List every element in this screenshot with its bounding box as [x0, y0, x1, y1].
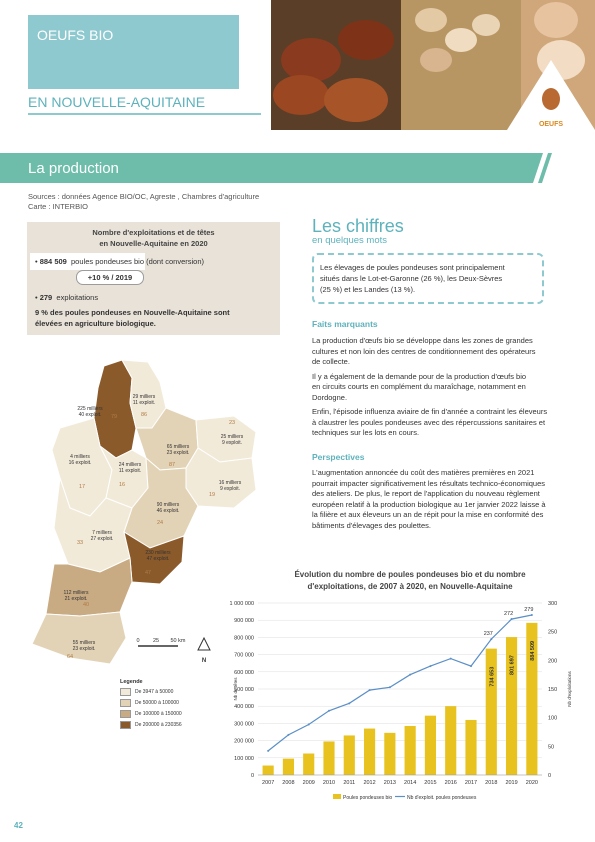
- paragraph-line: de collecte.: [312, 357, 350, 366]
- quote-text: [320, 262, 534, 295]
- x-tick-label: 2014: [404, 780, 417, 786]
- map-dept-code: 17: [78, 484, 86, 490]
- hens-and-eggs-photo: [271, 0, 595, 130]
- map-dept-code: 16: [118, 482, 126, 488]
- line-point: [511, 618, 513, 620]
- perspectives-heading: Perspectives: [312, 452, 365, 462]
- bar-data-label: 801 697: [509, 655, 516, 676]
- line-point: [287, 734, 289, 736]
- header-title: OEUFS BIO: [37, 27, 114, 43]
- map-dept-code: 79: [110, 414, 118, 420]
- x-tick-label: 2019: [505, 780, 518, 786]
- map-dept-label: 11 exploit.: [132, 400, 156, 406]
- paragraph-line: européen relatif à la production biologique au 1er janvier 2022 laisse à: [312, 499, 546, 509]
- y2-tick-label: 100: [548, 715, 558, 722]
- sources-note: [28, 192, 259, 212]
- map-dept-label: 90 milliers: [156, 502, 180, 508]
- line-data-label: 237: [483, 631, 493, 638]
- map-legend-item: [120, 688, 182, 696]
- paragraph-line: en circuits courts en complément du maraîchage, notamment en: [312, 382, 526, 391]
- map-dept-label: 29 milliers: [132, 394, 156, 400]
- y2-tick-label: 50: [548, 744, 555, 751]
- paragraph-line: la filière et aux éleveurs un an de répit pour la mise en conformité des: [312, 510, 544, 519]
- y-tick-label: 300 000: [234, 721, 254, 728]
- map-dept-label: 24 milliers: [118, 462, 142, 468]
- chiffres-title: Les chiffres: [312, 216, 404, 236]
- paragraph-line: cultures et non loin des centres de conditionnement des opérateurs: [312, 346, 536, 356]
- farms-label: exploitations: [56, 293, 99, 302]
- line-point: [369, 689, 371, 691]
- header-underline: [28, 113, 261, 115]
- hens-label: poules pondeuses bio (dont conversion): [71, 257, 205, 266]
- line-point: [308, 724, 310, 726]
- y-tick-label: 600 000: [234, 669, 254, 676]
- line-point: [470, 665, 472, 667]
- legend-label: De 50000 à 100000: [135, 700, 179, 706]
- y-tick-label: 900 000: [234, 618, 254, 625]
- quote-line: situés dans le Lot-et-Garonne (26 %), les Deux-Sèvres: [320, 274, 503, 283]
- sources-text: Sources : données Agence BIO/OC, Agreste , Chambres d'agriculture: [28, 192, 260, 201]
- legend-swatch: [120, 721, 131, 729]
- bar-data-label: 884 509: [529, 640, 536, 661]
- legend-swatch: [120, 688, 131, 696]
- svg-text:N: N: [201, 658, 207, 664]
- x-tick-label: 2020: [525, 780, 538, 786]
- map-dept-label: 4 milliers: [70, 454, 90, 460]
- map-dept-label: 25 milliers: [220, 434, 244, 440]
- y-tick-label: 200 000: [234, 738, 254, 745]
- x-tick-label: 2010: [322, 780, 336, 786]
- legend-line-label: Nb d'exploit. poules pondeuses: [407, 795, 477, 801]
- svg-text:50 km: 50 km: [170, 638, 186, 644]
- line-data-label: 272: [503, 611, 514, 618]
- map-dept-label: 27 exploit.: [90, 536, 114, 542]
- y2-tick-label: 250: [548, 629, 558, 636]
- map-dept-label: 7 milliers: [92, 530, 112, 536]
- paragraph-line: L'augmentation annoncée du coût des matières premières en 2021: [312, 468, 535, 477]
- x-tick-label: 2013: [383, 780, 396, 786]
- farms-figure: [35, 293, 98, 302]
- y-tick-label: 100 000: [234, 755, 254, 762]
- share-line1: 9 % des poules pondeuses en Nouvelle-Aquitaine sont: [35, 308, 230, 317]
- y2-tick-label: 150: [548, 687, 558, 693]
- map-credit: Carte : INTERBIO: [28, 202, 89, 211]
- x-tick-label: 2007: [262, 780, 275, 786]
- map-dept-label: 9 exploit.: [219, 486, 241, 492]
- map-dept-label: 112 milliers: [63, 590, 89, 596]
- bar: [364, 729, 375, 775]
- map-legend-item: [120, 699, 182, 707]
- y-axis-label: Nb de têtes: [233, 677, 238, 701]
- paragraph-line: Dordogne.: [312, 392, 348, 402]
- line-point: [490, 638, 492, 640]
- bar: [344, 735, 355, 775]
- x-tick-label: 2012: [363, 780, 376, 786]
- x-tick-label: 2015: [424, 780, 437, 786]
- x-tick-label: 2011: [343, 780, 356, 786]
- chart-title-line2: d'exploitations, de 2007 à 2020, en Nouvelle-Aquitaine: [307, 582, 513, 591]
- chart-title: [250, 569, 570, 593]
- key-figures-title-line2: en Nouvelle-Aquitaine en 2020: [99, 239, 208, 248]
- line-point: [450, 658, 452, 660]
- svg-text:0: 0: [136, 638, 140, 644]
- line-data-label: 279: [524, 607, 534, 614]
- map-dept-label: 55 milliers: [72, 640, 96, 646]
- y2-tick-label: 200: [548, 658, 558, 665]
- map-dept-label: 230 milliers: [145, 550, 171, 556]
- map-dept-code: 19: [208, 492, 216, 498]
- legend-label: De 200000 à 230356: [135, 722, 182, 728]
- faits-marquants-heading: Faits marquants: [312, 319, 378, 329]
- map-dept-label: 23 exploit.: [72, 646, 96, 652]
- paragraph-line: des ateliers. De plus, le report de l'application du nouveau règlement: [312, 489, 540, 498]
- legend-label: De 100000 à 150000: [135, 711, 182, 717]
- bar: [425, 716, 436, 775]
- map-legend-item: [120, 721, 182, 729]
- farms-value: 279: [39, 293, 53, 302]
- map-dept-code: 87: [168, 462, 176, 468]
- share-statement: [35, 307, 230, 329]
- line-point: [348, 702, 350, 704]
- map-dept-code: 47: [144, 570, 152, 576]
- x-tick-label: 2017: [464, 780, 478, 786]
- y2-tick-label: 0: [548, 773, 552, 779]
- line-point: [531, 614, 533, 616]
- x-tick-label: 2016: [444, 780, 457, 786]
- legend-swatch: [120, 710, 131, 718]
- quote-line: (25 %) et les Landes (13 %).: [320, 285, 416, 294]
- line-point: [389, 686, 391, 688]
- paragraph-line: bâtiments d'élevages des poulettes.: [312, 520, 432, 530]
- bar-data-label: 734 653: [489, 666, 496, 687]
- section-title: La production: [28, 160, 119, 177]
- map-dept-label: 16 milliers: [218, 480, 242, 486]
- share-line2: élevées en agriculture biologique.: [35, 319, 156, 328]
- map-dept-label: 11 exploit.: [118, 468, 142, 474]
- paragraph-line: techniques sur les lots en cours.: [312, 428, 420, 437]
- line-point: [328, 710, 330, 712]
- map-dept-code: 40: [82, 602, 90, 608]
- bullet-icon: •: [35, 257, 40, 266]
- paragraph-line: à claustrer les poules pondeuses avec des répercussions sanitaires et: [312, 417, 546, 427]
- map-dept-code: 64: [66, 654, 74, 660]
- y2-axis-label: Nb d'exploitations: [567, 671, 572, 707]
- map-dept-label: 21 exploit.: [64, 596, 88, 602]
- bar: [263, 766, 274, 775]
- page-number: 42: [14, 821, 23, 830]
- north-arrow-icon: [198, 638, 210, 664]
- map-legend-item: [120, 710, 182, 718]
- hens-growth-badge: +10 % / 2019: [76, 270, 144, 285]
- legend-bar-label: Poules pondeuses bio: [343, 795, 393, 801]
- legend-bar-swatch: [333, 794, 341, 799]
- bullet-icon: •: [35, 293, 40, 302]
- map-dept-label: 9 exploit.: [221, 440, 243, 446]
- key-figures-title-line1: Nombre d'exploitations et de têtes: [92, 228, 215, 237]
- line-point: [267, 750, 269, 752]
- map-dept-label: 16 exploit.: [68, 460, 92, 466]
- map-dept-label: 225 milliers: [77, 406, 103, 412]
- x-tick-label: 2009: [302, 780, 315, 786]
- map-dept-label: 46 exploit.: [156, 508, 180, 514]
- perspectives-text: [312, 468, 570, 531]
- map-dept-label: 40 exploit.: [78, 412, 102, 418]
- map-dept-code: 86: [140, 412, 148, 418]
- map-dept-code: 33: [76, 540, 84, 546]
- faits-marquants-text: [312, 336, 570, 439]
- header-region: EN NOUVELLE-AQUITAINE: [28, 94, 206, 110]
- legend-swatch: [120, 699, 131, 707]
- quote-line: Les élevages de poules pondeuses sont principalement: [320, 263, 505, 272]
- line-point: [409, 674, 411, 676]
- bar: [465, 720, 476, 775]
- map-dept-label: 47 exploit.: [146, 556, 170, 562]
- paragraph-line: La production d'œufs bio se développe dans les zones de grandes: [312, 336, 533, 345]
- hens-value: 884 509: [39, 257, 67, 266]
- bar: [303, 754, 314, 776]
- y-tick-label: 400 000: [234, 704, 254, 711]
- y-tick-label: 700 000: [234, 652, 254, 659]
- map-scale: [136, 638, 185, 646]
- chart-title-line1: Évolution du nombre de poules pondeuses bio et du nombre: [294, 570, 526, 579]
- paragraph-line: Enfin, l'épisode influenza aviaire de fin d'année a contraint les éleveurs: [312, 407, 548, 416]
- x-tick-label: 2018: [485, 780, 498, 786]
- y-tick-label: 800 000: [234, 635, 254, 642]
- bar: [323, 741, 334, 775]
- legend-label: De 3947 à 50000: [135, 689, 174, 695]
- oeufs-badge-label: OEUFS: [538, 121, 564, 128]
- y-tick-label: 500 000: [234, 687, 254, 693]
- svg-text:25: 25: [152, 638, 160, 644]
- x-tick-label: 2008: [282, 780, 295, 786]
- line-point: [429, 665, 431, 667]
- map-dept-label: 23 exploit.: [166, 450, 190, 456]
- paragraph-line: pourrait impacter significativement les résultats technico-économiques: [312, 478, 546, 488]
- key-figures-title: [27, 227, 280, 249]
- chiffres-subtitle: en quelques mots: [312, 235, 387, 246]
- map-legend-title: Legende: [120, 679, 143, 685]
- bar: [405, 726, 416, 775]
- hens-figure: [35, 257, 204, 266]
- map-dept-code: 24: [156, 520, 164, 526]
- y-tick-label: 1 000 000: [229, 601, 254, 607]
- poules-chart: [215, 595, 585, 810]
- y2-tick-label: 300: [548, 601, 558, 607]
- dept-64: [32, 612, 126, 664]
- paragraph-line: Il y a également de la demande pour de la production d'œufs bio: [312, 371, 527, 381]
- map-dept-code: 23: [228, 420, 236, 426]
- bar: [445, 706, 456, 775]
- map-dept-label: 65 milliers: [166, 444, 190, 450]
- egg-icon: [542, 88, 560, 110]
- map-legend: [120, 688, 182, 732]
- bar: [384, 733, 395, 775]
- y-tick-label: 0: [250, 773, 254, 779]
- bar: [283, 759, 294, 775]
